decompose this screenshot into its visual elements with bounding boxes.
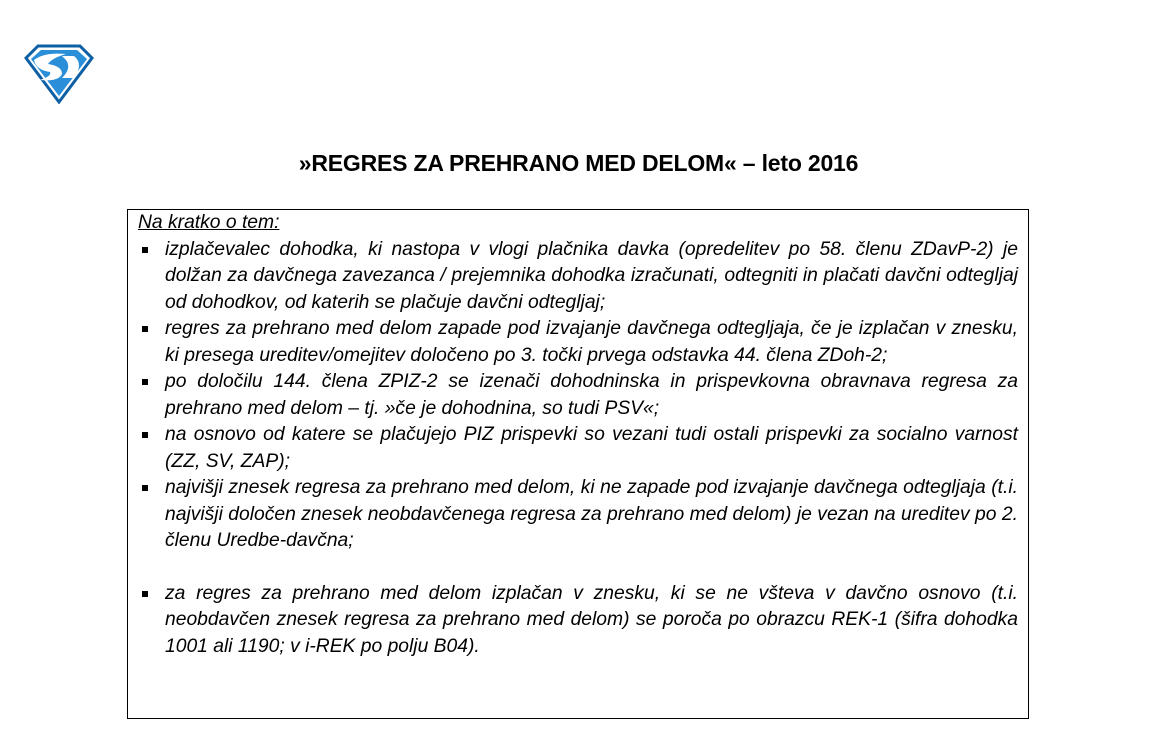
logo-emblem (22, 44, 96, 104)
bullet-icon (142, 326, 148, 332)
summary-list (138, 237, 1018, 661)
document-title: »REGRES ZA PREHRANO MED DELOM« – leto 2016 (298, 150, 859, 176)
bullet-icon (142, 485, 148, 491)
bullet-icon (142, 379, 148, 385)
list-item (138, 237, 1018, 317)
summary-box (127, 209, 1029, 719)
list-item-text: po določilu 144. člena ZPIZ-2 se izenači dohodninska in prispevkovna obravnava regresa za prehrano med delom – tj. »če je dohodnina, so tudi PSV«; (165, 371, 1018, 419)
bullet-icon (142, 591, 148, 597)
bullet-icon (142, 247, 148, 253)
company-logo (22, 44, 96, 104)
list-item-text: na osnovo od katere se plačujejo PIZ prispevki so vezani tudi ostali prispevki za socialno varnost (ZZ, SV, ZAP); (165, 424, 1018, 472)
bullet-icon (142, 432, 148, 438)
list-item (138, 316, 1018, 369)
list-item-text: regres za prehrano med delom zapade pod izvajanje davčnega odtegljaja, če je izplačan v znesku, ki presega ureditev/omejitev določeno po 3. točki prvega odstavka 44. člena ZDoh-2; (165, 318, 1018, 366)
list-item (138, 369, 1018, 422)
list-item-text: najvišji znesek regresa za prehrano med delom, ki ne zapade pod izvajanje davčnega odtegljaja (t.i. najvišji določen znesek neobdavčenega regresa za prehrano med delom) je vezan na ureditev po 2. členu Uredbe-davčna; (165, 477, 1018, 551)
list-item (138, 581, 1018, 661)
summary-heading: Na kratko o tem: (138, 212, 280, 233)
list-item (138, 475, 1018, 555)
list-item-text: za regres za prehrano med delom izplačan v znesku, ki se ne všteva v davčno osnovo (t.i. neobdavčen znesek regresa za prehrano med delom) se poroča po obrazcu REK-1 (šifra dohodka 1001 ali 1190; v i-REK po polju B04). (165, 582, 1018, 657)
list-item-text: izplačevalec dohodka, ki nastopa v vlogi plačnika davka (opredelitev po 58. členu ZDavP-2) je dolžan za davčnega zavezanca / prejemnika dohodka izračunati, odtegniti in plačati davčni odtegljaj od dohodkov, od katerih se plačuje davčni odtegljaj; (165, 238, 1018, 313)
list-item (138, 422, 1018, 475)
